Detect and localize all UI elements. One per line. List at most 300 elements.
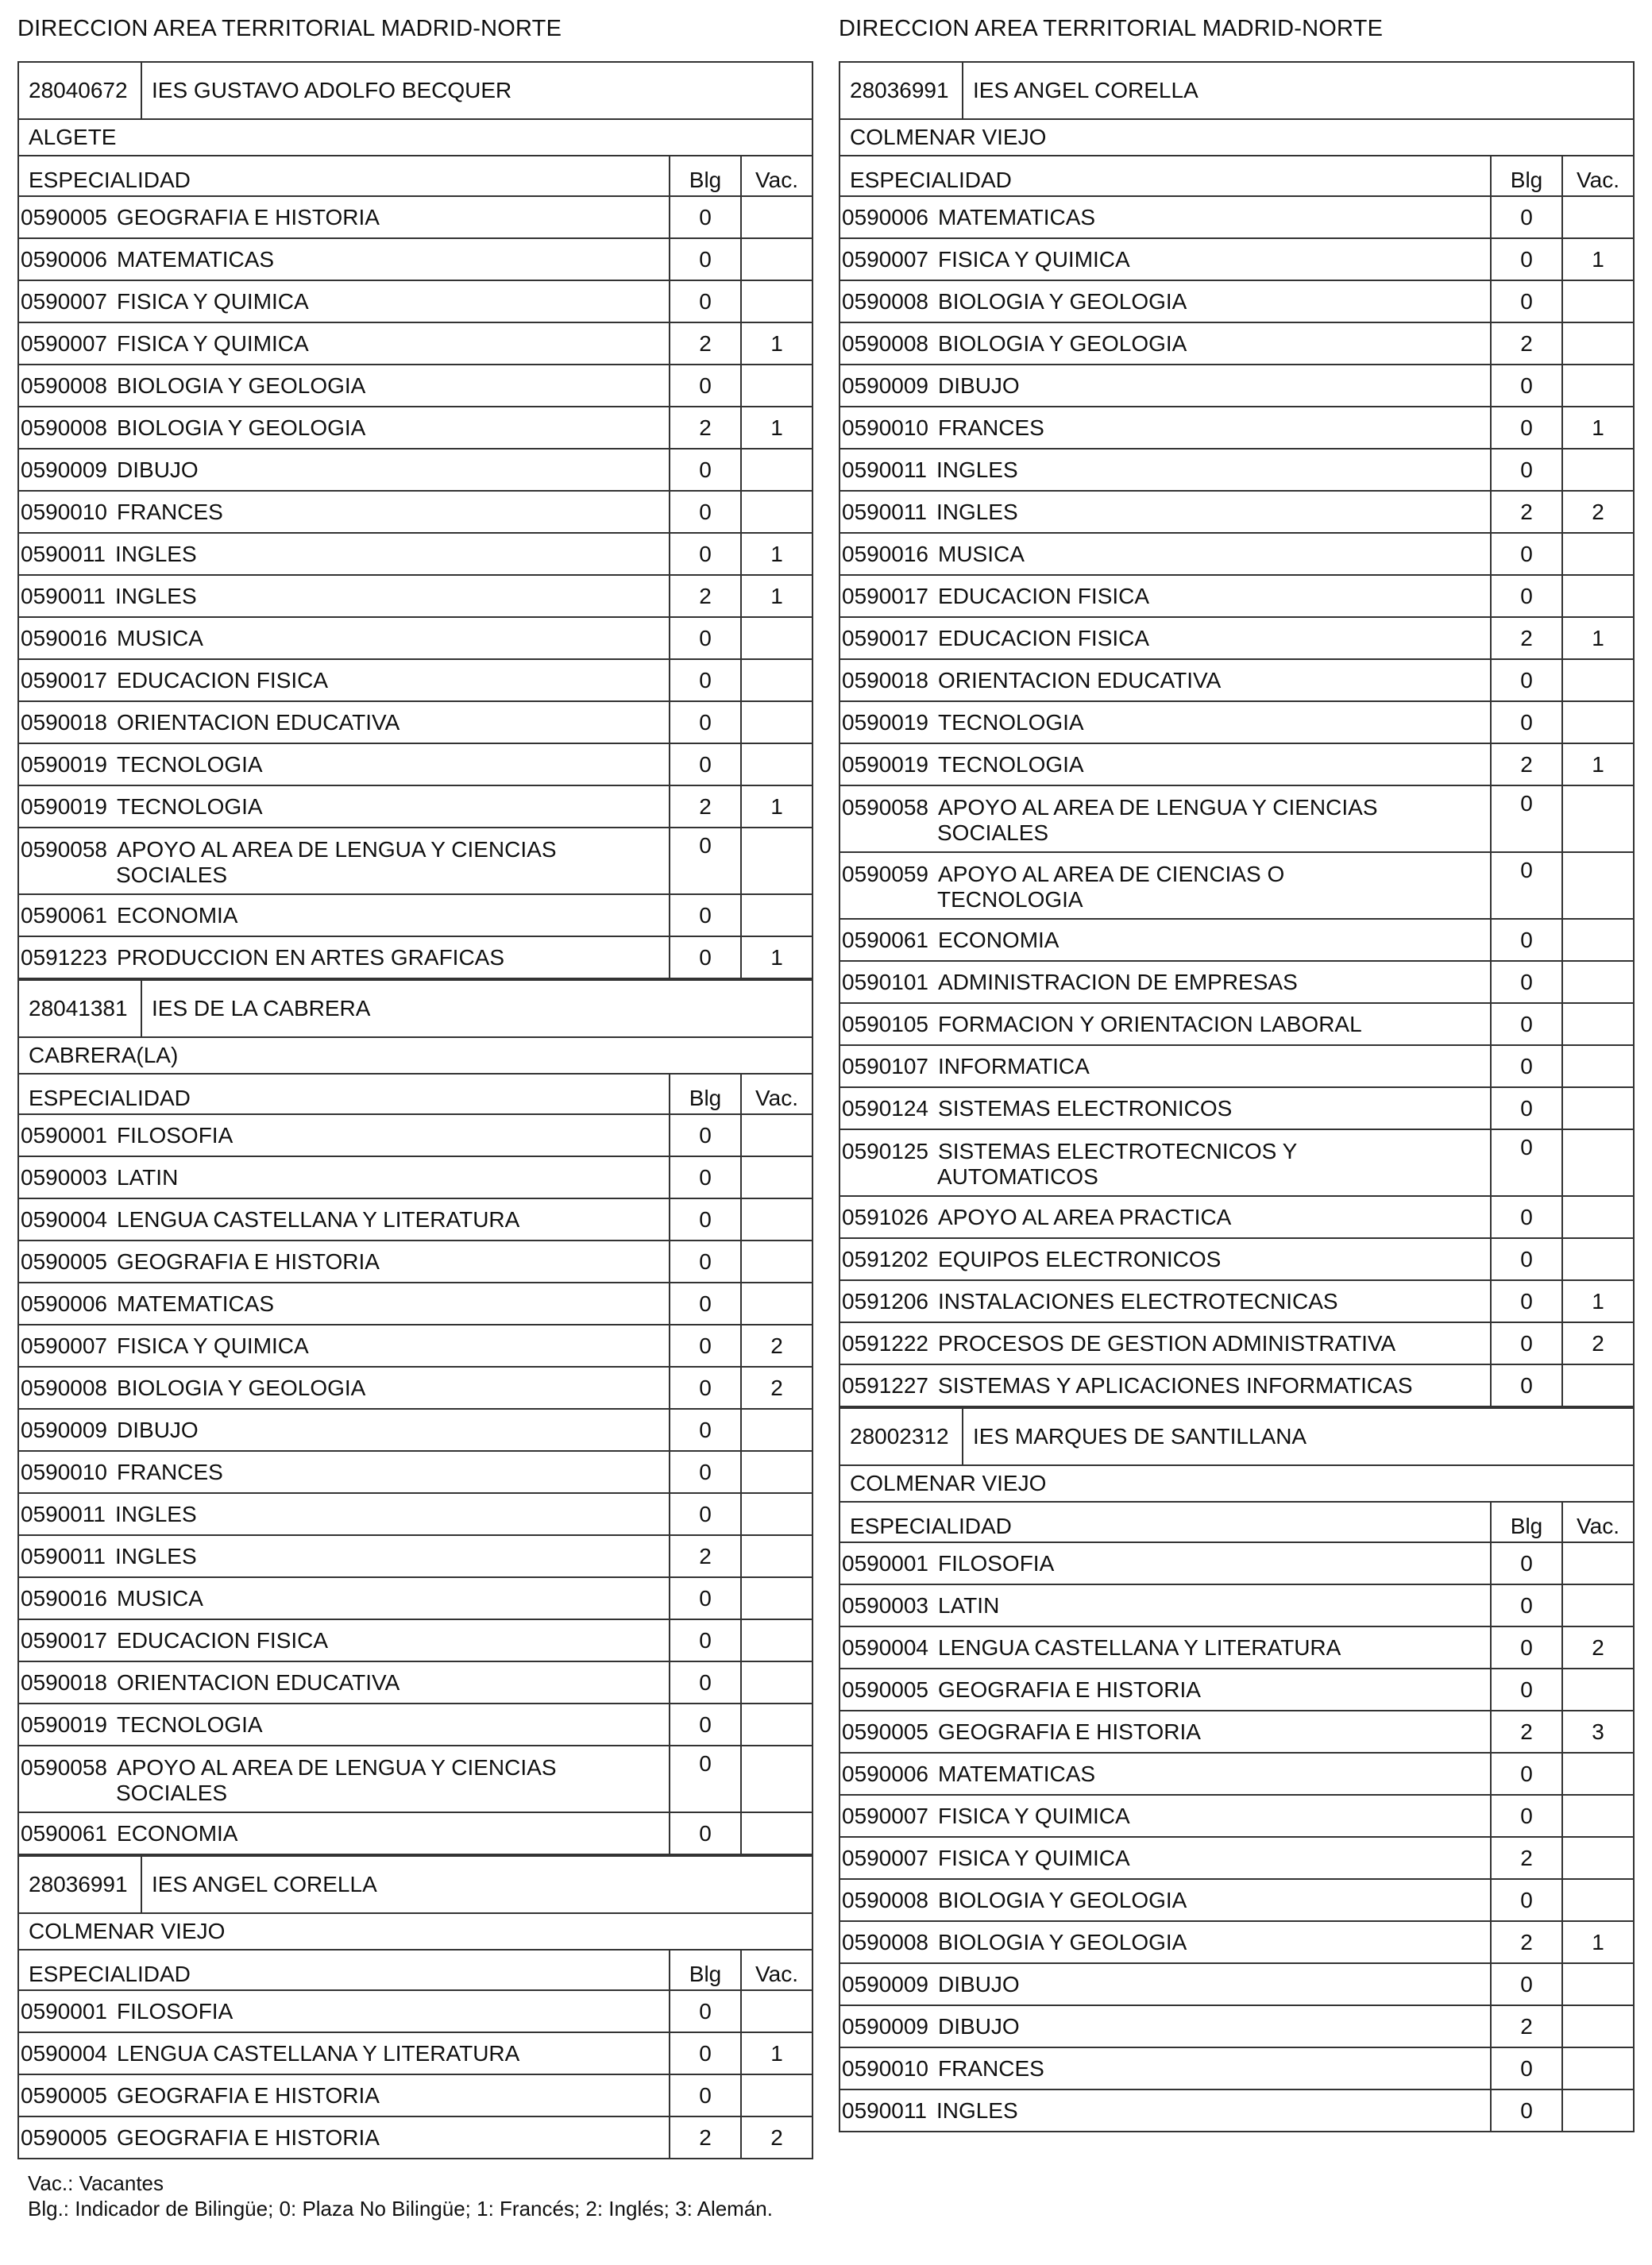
especialidad-name-cont: TECNOLOGIA <box>937 887 1083 912</box>
vac-cell <box>1562 449 1634 491</box>
blg-cell: 0 <box>670 1661 741 1704</box>
vac-cell: 1 <box>741 936 812 978</box>
especialidad-name: DIBUJO <box>938 372 1020 398</box>
vac-cell <box>1562 1129 1634 1196</box>
especialidad-code: 0590005 <box>21 2124 108 2150</box>
especialidad-code: 0590124 <box>842 1095 929 1121</box>
especialidad-name: EDUCACION FISICA <box>938 625 1150 650</box>
table-row <box>840 1795 1634 1837</box>
table-row <box>18 828 812 894</box>
especialidad-cell <box>840 1879 1491 1921</box>
blg-cell: 0 <box>670 1746 741 1812</box>
especialidad-cell <box>18 1535 670 1577</box>
table-row <box>18 1577 812 1619</box>
table-row <box>18 2074 812 2116</box>
vac-cell <box>741 1619 812 1661</box>
vac-cell <box>1562 1837 1634 1879</box>
especialidad-name: APOYO AL AREA DE CIENCIAS O <box>938 862 1285 886</box>
blg-cell: 0 <box>1491 1129 1562 1196</box>
col-blg: Blg <box>1491 1502 1562 1542</box>
blg-cell: 0 <box>670 2074 741 2116</box>
especialidad-code: 0590006 <box>21 246 108 272</box>
especialidad-name-cont: SOCIALES <box>937 820 1049 845</box>
vac-cell <box>741 1198 812 1241</box>
school-header-row <box>840 1408 1634 1465</box>
vac-cell: 1 <box>741 407 812 449</box>
vac-cell <box>1562 1238 1634 1280</box>
especialidad-cell <box>840 1795 1491 1837</box>
vac-cell: 1 <box>1562 1921 1634 1963</box>
blg-cell: 0 <box>1491 1003 1562 1045</box>
vac-cell: 2 <box>1562 1626 1634 1669</box>
especialidad-cell <box>840 1003 1491 1045</box>
especialidad-code: 0590008 <box>21 1375 108 1400</box>
especialidad-name: APOYO AL AREA DE LENGUA Y CIENCIAS <box>938 795 1378 820</box>
especialidad-cell <box>840 1921 1491 1963</box>
blg-cell: 0 <box>1491 365 1562 407</box>
vac-cell <box>1562 1879 1634 1921</box>
blg-cell: 0 <box>1491 1963 1562 2005</box>
especialidad-name: LENGUA CASTELLANA Y LITERATURA <box>117 2040 520 2066</box>
especialidad-name: ECONOMIA <box>938 927 1060 952</box>
especialidad-cell <box>840 1364 1491 1406</box>
table-row <box>18 1409 812 1451</box>
blg-cell: 0 <box>670 1198 741 1241</box>
col-vac: Vac. <box>741 1074 812 1114</box>
especialidad-name: BIOLOGIA Y GEOLOGIA <box>938 1929 1187 1954</box>
blg-cell: 0 <box>670 449 741 491</box>
vac-cell <box>741 1535 812 1577</box>
blg-cell: 0 <box>670 1325 741 1367</box>
especialidad-name: FORMACION Y ORIENTACION LABORAL <box>938 1011 1362 1036</box>
blg-cell: 0 <box>1491 533 1562 575</box>
especialidad-code: 0590008 <box>842 330 929 356</box>
especialidad-code: 0591206 <box>842 1288 929 1314</box>
vac-cell <box>741 659 812 701</box>
table-row <box>18 1367 812 1409</box>
blg-cell: 0 <box>670 1283 741 1325</box>
vac-cell <box>741 1493 812 1535</box>
vac-cell <box>741 2074 812 2116</box>
vac-cell <box>741 1812 812 1854</box>
vac-cell <box>741 617 812 659</box>
especialidad-name: MUSICA <box>117 625 203 650</box>
table-row <box>840 1322 1634 1364</box>
table-row <box>18 280 812 322</box>
especialidad-cell <box>840 1045 1491 1087</box>
especialidad-code: 0591202 <box>842 1246 929 1271</box>
table-row <box>840 238 1634 280</box>
table-row <box>840 617 1634 659</box>
especialidad-cell <box>840 1669 1491 1711</box>
especialidad-name: ADMINISTRACION DE EMPRESAS <box>938 969 1298 994</box>
especialidad-name: INGLES <box>114 1501 197 1526</box>
vac-cell <box>741 1283 812 1325</box>
vac-cell: 2 <box>1562 491 1634 533</box>
especialidad-code: 0590011 <box>21 583 106 608</box>
especialidad-code: 0590001 <box>21 1122 108 1148</box>
school-table <box>839 1407 1635 2132</box>
vac-cell <box>1562 280 1634 322</box>
vac-cell <box>741 1241 812 1283</box>
especialidad-cell <box>840 617 1491 659</box>
especialidad-code: 0590017 <box>21 667 108 693</box>
blg-cell: 0 <box>1491 196 1562 238</box>
table-row <box>840 659 1634 701</box>
especialidad-code: 0590017 <box>842 583 929 608</box>
col-vac: Vac. <box>741 156 812 196</box>
especialidad-code: 0590009 <box>842 2013 929 2039</box>
especialidad-cell <box>840 1837 1491 1879</box>
blg-cell: 0 <box>1491 407 1562 449</box>
blg-cell: 0 <box>670 659 741 701</box>
table-row <box>18 322 812 365</box>
blg-cell: 0 <box>1491 1196 1562 1238</box>
school-table <box>17 1855 813 2159</box>
especialidad-cell <box>18 1746 670 1812</box>
especialidad-name: EDUCACION FISICA <box>117 667 329 693</box>
vac-cell <box>1562 1795 1634 1837</box>
table-row <box>840 1129 1634 1196</box>
school-name: IES ANGEL CORELLA <box>152 1872 377 1897</box>
especialidad-code: 0590005 <box>842 1719 929 1744</box>
blg-cell: 0 <box>670 894 741 936</box>
especialidad-name-cont: AUTOMATICOS <box>937 1164 1098 1189</box>
especialidad-cell <box>840 238 1491 280</box>
blg-cell: 0 <box>1491 961 1562 1003</box>
blg-cell: 0 <box>670 1704 741 1746</box>
col-especialidad: ESPECIALIDAD <box>840 1502 1491 1542</box>
especialidad-cell <box>18 1577 670 1619</box>
school-name: IES DE LA CABRERA <box>152 996 371 1021</box>
especialidad-name: FISICA Y QUIMICA <box>117 1333 309 1358</box>
blg-cell: 0 <box>1491 1087 1562 1129</box>
vac-cell <box>741 449 812 491</box>
table-row <box>840 533 1634 575</box>
especialidad-cell <box>840 196 1491 238</box>
especialidad-name-cont: SOCIALES <box>116 862 228 887</box>
vac-cell <box>741 1156 812 1198</box>
especialidad-name: FISICA Y QUIMICA <box>117 288 309 314</box>
legend-blg: Blg.: Indicador de Bilingüe; 0: Plaza No Bilingüe; 1: Francés; 2: Inglés; 3: Alemán. <box>28 2197 773 2221</box>
especialidad-name: SISTEMAS ELECTROTECNICOS Y <box>938 1139 1298 1163</box>
especialidad-cell <box>840 449 1491 491</box>
blg-cell: 0 <box>670 365 741 407</box>
table-row <box>840 1711 1634 1753</box>
vac-cell <box>1562 322 1634 365</box>
table-row <box>840 1753 1634 1795</box>
especialidad-cell <box>18 238 670 280</box>
blg-cell: 0 <box>1491 1584 1562 1626</box>
especialidad-code: 0590001 <box>842 1550 929 1576</box>
especialidad-name: GEOGRAFIA E HISTORIA <box>938 1677 1201 1702</box>
especialidad-name: FISICA Y QUIMICA <box>938 1803 1130 1828</box>
especialidad-code: 0590058 <box>21 1755 108 1780</box>
blg-cell: 0 <box>1491 785 1562 852</box>
vac-cell: 2 <box>741 1325 812 1367</box>
especialidad-name: APOYO AL AREA PRACTICA <box>938 1204 1232 1229</box>
especialidad-name: ORIENTACION EDUCATIVA <box>117 709 400 735</box>
especialidad-code: 0590105 <box>842 1011 929 1036</box>
blg-cell: 0 <box>1491 1669 1562 1711</box>
especialidad-cell <box>18 365 670 407</box>
vac-cell <box>1562 961 1634 1003</box>
especialidad-name: PRODUCCION EN ARTES GRAFICAS <box>117 944 505 970</box>
blg-cell: 0 <box>1491 701 1562 743</box>
especialidad-cell <box>18 617 670 659</box>
blg-cell: 0 <box>670 491 741 533</box>
vac-cell <box>1562 1669 1634 1711</box>
vac-cell <box>1562 1542 1634 1584</box>
especialidad-code: 0590010 <box>21 1459 108 1484</box>
especialidad-name: BIOLOGIA Y GEOLOGIA <box>117 372 366 398</box>
especialidad-name: EDUCACION FISICA <box>117 1627 329 1653</box>
table-row <box>18 659 812 701</box>
especialidad-name: PROCESOS DE GESTION ADMINISTRATIVA <box>938 1330 1396 1356</box>
especialidad-cell <box>18 449 670 491</box>
especialidad-cell <box>840 407 1491 449</box>
especialidad-cell <box>18 1283 670 1325</box>
blg-cell: 0 <box>670 743 741 785</box>
especialidad-cell <box>18 659 670 701</box>
especialidad-name: GEOGRAFIA E HISTORIA <box>117 2124 380 2150</box>
table-row <box>18 1241 812 1283</box>
vac-cell: 1 <box>741 533 812 575</box>
especialidad-cell <box>18 280 670 322</box>
table-row <box>18 617 812 659</box>
vac-cell <box>1562 1364 1634 1406</box>
table-row <box>840 852 1634 919</box>
blg-cell: 0 <box>670 1990 741 2032</box>
especialidad-code: 0590017 <box>21 1627 108 1653</box>
especialidad-code: 0590007 <box>842 246 929 272</box>
especialidad-name: LATIN <box>117 1164 179 1190</box>
vac-cell: 1 <box>1562 238 1634 280</box>
blg-cell: 0 <box>1491 1364 1562 1406</box>
especialidad-code: 0590101 <box>842 969 929 994</box>
vac-cell <box>1562 1963 1634 2005</box>
especialidad-code: 0590009 <box>842 372 929 398</box>
especialidad-code: 0590005 <box>21 1248 108 1274</box>
especialidad-cell <box>840 1753 1491 1795</box>
especialidad-cell <box>840 785 1491 852</box>
vac-cell: 3 <box>1562 1711 1634 1753</box>
vac-cell <box>741 1577 812 1619</box>
especialidad-cell <box>840 365 1491 407</box>
especialidad-name: FISICA Y QUIMICA <box>117 330 309 356</box>
blg-cell: 0 <box>670 1241 741 1283</box>
blg-cell: 0 <box>670 701 741 743</box>
especialidad-code: 0590008 <box>842 288 929 314</box>
vac-cell <box>1562 919 1634 961</box>
especialidad-code: 0590019 <box>21 751 108 777</box>
vac-cell: 1 <box>1562 1280 1634 1322</box>
blg-cell: 0 <box>1491 919 1562 961</box>
legend-footer <box>28 2170 773 2221</box>
especialidad-code: 0590011 <box>842 457 927 482</box>
blg-cell: 2 <box>1491 491 1562 533</box>
col-vac: Vac. <box>741 1950 812 1990</box>
especialidad-cell <box>840 280 1491 322</box>
especialidad-name: BIOLOGIA Y GEOLOGIA <box>117 1375 366 1400</box>
especialidad-name: FILOSOFIA <box>117 1122 234 1148</box>
table-row <box>18 1198 812 1241</box>
especialidad-cell <box>18 2074 670 2116</box>
especialidad-cell <box>840 1087 1491 1129</box>
vac-cell: 2 <box>741 1367 812 1409</box>
vac-cell <box>1562 365 1634 407</box>
especialidad-cell <box>18 1241 670 1283</box>
school-code: 28040672 <box>19 63 142 118</box>
vac-cell <box>741 280 812 322</box>
especialidad-name: SISTEMAS ELECTRONICOS <box>938 1095 1233 1121</box>
especialidad-cell <box>18 1619 670 1661</box>
vac-cell <box>741 828 812 894</box>
table-row <box>840 1045 1634 1087</box>
especialidad-cell <box>840 919 1491 961</box>
especialidad-code: 0590125 <box>842 1139 929 1163</box>
vac-cell <box>741 743 812 785</box>
col-especialidad: ESPECIALIDAD <box>18 156 670 196</box>
table-row <box>18 491 812 533</box>
blg-cell: 0 <box>670 1409 741 1451</box>
blg-cell: 0 <box>1491 1626 1562 1669</box>
blg-cell: 0 <box>1491 238 1562 280</box>
especialidad-name: BIOLOGIA Y GEOLOGIA <box>117 415 366 440</box>
table-row <box>18 701 812 743</box>
especialidad-name: SISTEMAS Y APLICACIONES INFORMATICAS <box>938 1372 1413 1398</box>
especialidad-code: 0590003 <box>21 1164 108 1190</box>
vac-cell <box>1562 1196 1634 1238</box>
column-header-row <box>18 156 812 196</box>
blg-cell: 2 <box>670 322 741 365</box>
table-row <box>18 785 812 828</box>
table-row <box>840 2047 1634 2089</box>
table-row <box>840 1087 1634 1129</box>
vac-cell: 1 <box>741 2032 812 2074</box>
especialidad-cell <box>840 961 1491 1003</box>
especialidad-code: 0590003 <box>842 1592 929 1618</box>
blg-cell: 0 <box>1491 2089 1562 2132</box>
especialidad-name: LENGUA CASTELLANA Y LITERATURA <box>117 1206 520 1232</box>
especialidad-cell <box>18 828 670 894</box>
table-row <box>840 1584 1634 1626</box>
table-row <box>840 1238 1634 1280</box>
especialidad-name: TECNOLOGIA <box>938 751 1084 777</box>
especialidad-cell <box>840 852 1491 919</box>
blg-cell: 0 <box>670 196 741 238</box>
especialidad-name: BIOLOGIA Y GEOLOGIA <box>938 288 1187 314</box>
vac-cell <box>1562 1087 1634 1129</box>
vac-cell <box>1562 2005 1634 2047</box>
blg-cell: 0 <box>1491 1322 1562 1364</box>
especialidad-name: INGLES <box>114 541 197 566</box>
especialidad-cell <box>18 1451 670 1493</box>
col-especialidad: ESPECIALIDAD <box>840 156 1491 196</box>
especialidad-name: GEOGRAFIA E HISTORIA <box>117 1248 380 1274</box>
especialidad-name: LATIN <box>938 1592 1000 1618</box>
blg-cell: 2 <box>670 785 741 828</box>
vac-cell: 1 <box>741 785 812 828</box>
especialidad-name: GEOGRAFIA E HISTORIA <box>117 2082 380 2108</box>
especialidad-code: 0590011 <box>21 1543 106 1569</box>
especialidad-cell <box>18 1661 670 1704</box>
blg-cell: 2 <box>1491 1711 1562 1753</box>
blg-cell: 0 <box>670 828 741 894</box>
school-header-row <box>840 62 1634 119</box>
especialidad-code: 0590010 <box>842 2055 929 2081</box>
especialidad-cell <box>18 575 670 617</box>
especialidad-code: 0590007 <box>842 1803 929 1828</box>
especialidad-cell <box>840 1963 1491 2005</box>
especialidad-code: 0590019 <box>842 709 929 735</box>
table-row <box>840 365 1634 407</box>
especialidad-cell <box>840 533 1491 575</box>
especialidad-cell <box>840 491 1491 533</box>
table-row <box>840 961 1634 1003</box>
table-row <box>840 743 1634 785</box>
locality: CABRERA(LA) <box>18 1037 812 1074</box>
especialidad-name: FRANCES <box>117 499 223 524</box>
especialidad-code: 0590018 <box>842 667 929 693</box>
blg-cell: 0 <box>1491 1238 1562 1280</box>
especialidad-code: 0590005 <box>842 1677 929 1702</box>
especialidad-name: TECNOLOGIA <box>117 793 263 819</box>
especialidad-code: 0590008 <box>842 1929 929 1954</box>
especialidad-name-cont: SOCIALES <box>116 1781 228 1805</box>
school-table <box>17 61 813 979</box>
table-row <box>18 1493 812 1535</box>
especialidad-name: FILOSOFIA <box>117 1998 234 2024</box>
vac-cell: 2 <box>1562 1322 1634 1364</box>
column-header-row <box>18 1950 812 1990</box>
table-row <box>840 1003 1634 1045</box>
table-row <box>840 1669 1634 1711</box>
col-especialidad: ESPECIALIDAD <box>18 1950 670 1990</box>
especialidad-cell <box>18 322 670 365</box>
especialidad-name: FRANCES <box>938 415 1044 440</box>
vac-cell <box>1562 2089 1634 2132</box>
table-row <box>840 196 1634 238</box>
especialidad-code: 0590009 <box>21 1417 108 1442</box>
especialidad-code: 0590009 <box>842 1971 929 1997</box>
especialidad-code: 0590007 <box>21 288 108 314</box>
especialidad-name: MATEMATICAS <box>938 1761 1096 1786</box>
especialidad-name: DIBUJO <box>117 457 199 482</box>
table-row <box>18 2032 812 2074</box>
especialidad-cell <box>840 701 1491 743</box>
especialidad-name: INGLES <box>114 1543 197 1569</box>
col-especialidad: ESPECIALIDAD <box>18 1074 670 1114</box>
locality: COLMENAR VIEJO <box>840 1465 1634 1502</box>
especialidad-name: TECNOLOGIA <box>938 709 1084 735</box>
especialidad-cell <box>840 1584 1491 1626</box>
table-row <box>18 1325 812 1367</box>
table-row <box>840 1963 1634 2005</box>
blg-cell: 0 <box>670 1156 741 1198</box>
especialidad-code: 0591026 <box>842 1204 929 1229</box>
school-header-row <box>18 980 812 1037</box>
especialidad-cell <box>18 701 670 743</box>
vac-cell <box>741 1704 812 1746</box>
blg-cell: 0 <box>1491 1045 1562 1087</box>
especialidad-name: DIBUJO <box>938 1971 1020 1997</box>
table-row <box>18 196 812 238</box>
school-header-row <box>18 1856 812 1913</box>
table-row <box>840 1542 1634 1584</box>
blg-cell: 0 <box>1491 1542 1562 1584</box>
especialidad-name: LENGUA CASTELLANA Y LITERATURA <box>938 1634 1341 1660</box>
